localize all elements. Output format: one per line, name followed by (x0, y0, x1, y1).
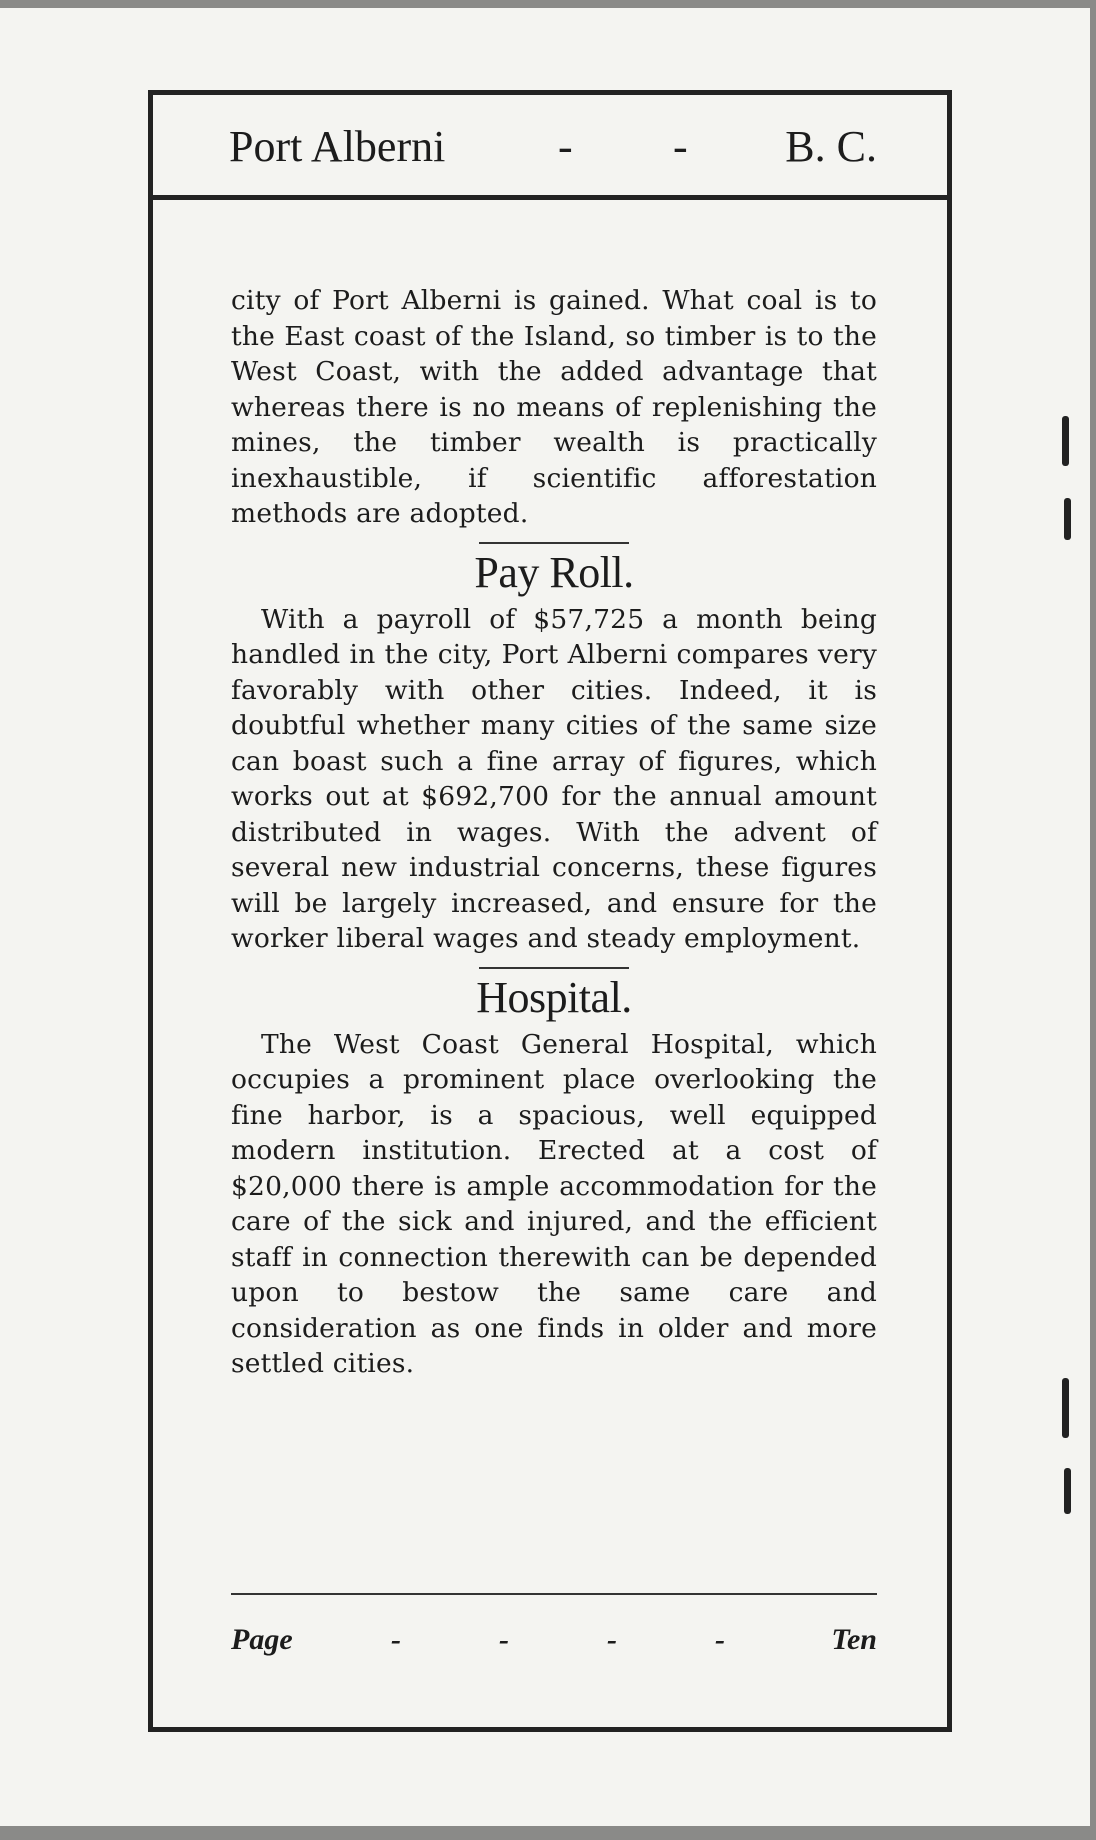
section-divider (479, 967, 629, 969)
binding-mark (1062, 416, 1069, 466)
binding-mark (1062, 1378, 1069, 1438)
section-divider (479, 542, 629, 544)
header-dash: - (673, 122, 688, 171)
footer-dash: - (499, 1623, 509, 1656)
page-content (231, 283, 877, 1382)
footer-divider (231, 1593, 877, 1595)
section-body-pay-roll: With a payroll of $57,725 a month being handled in the city, Port Alberni compares very favorably with other cities. Indeed, it is doubtful whether many cities of the same size can boast such a fine array of figures, which works out at $692,700 for the annual amount distributed in wages. With the advent of several new industrial concerns, these figures will be largely increased, and ensure for the worker liberal wages and steady employment. (231, 603, 877, 954)
header-dash: - (558, 122, 573, 171)
footer-page-label: Page (231, 1623, 293, 1656)
footer-dash: - (607, 1623, 617, 1656)
header-place: Port Alberni (229, 122, 446, 171)
footer-dash: - (715, 1623, 725, 1656)
page-sheet (0, 8, 1090, 1826)
section-heading-hospital: Hospital. (476, 972, 632, 1022)
section-heading-pay-roll: Pay Roll. (474, 547, 634, 597)
page-frame (148, 90, 952, 1732)
footer-dash: - (391, 1623, 401, 1656)
footer-page-number: Ten (831, 1623, 877, 1656)
page-header (153, 95, 947, 200)
section-body-hospital: The West Coast General Hospital, which occupies a prominent place overlooking the fine harbor, is a spacious, well equipped modern institution. Erected at a cost of $20,000 there is ample accommodation for the care of the sick and injured, and the efficient staff in connection therewith can be depended upon to bestow the same care and consideration as one finds in older and more settled cities. (231, 1028, 877, 1379)
intro-paragraph: city of Port Alberni is gained. What coal is to the East coast of the Island, so timber is to the West Coast, with the added advantage that whereas there is no means of replenishing the mines, the timber wealth is practically inexhaustible, if scientific afforestation methods are adopted. (231, 285, 877, 529)
binding-mark (1064, 498, 1071, 540)
header-province: B. C. (785, 122, 877, 171)
binding-mark (1064, 1468, 1071, 1514)
